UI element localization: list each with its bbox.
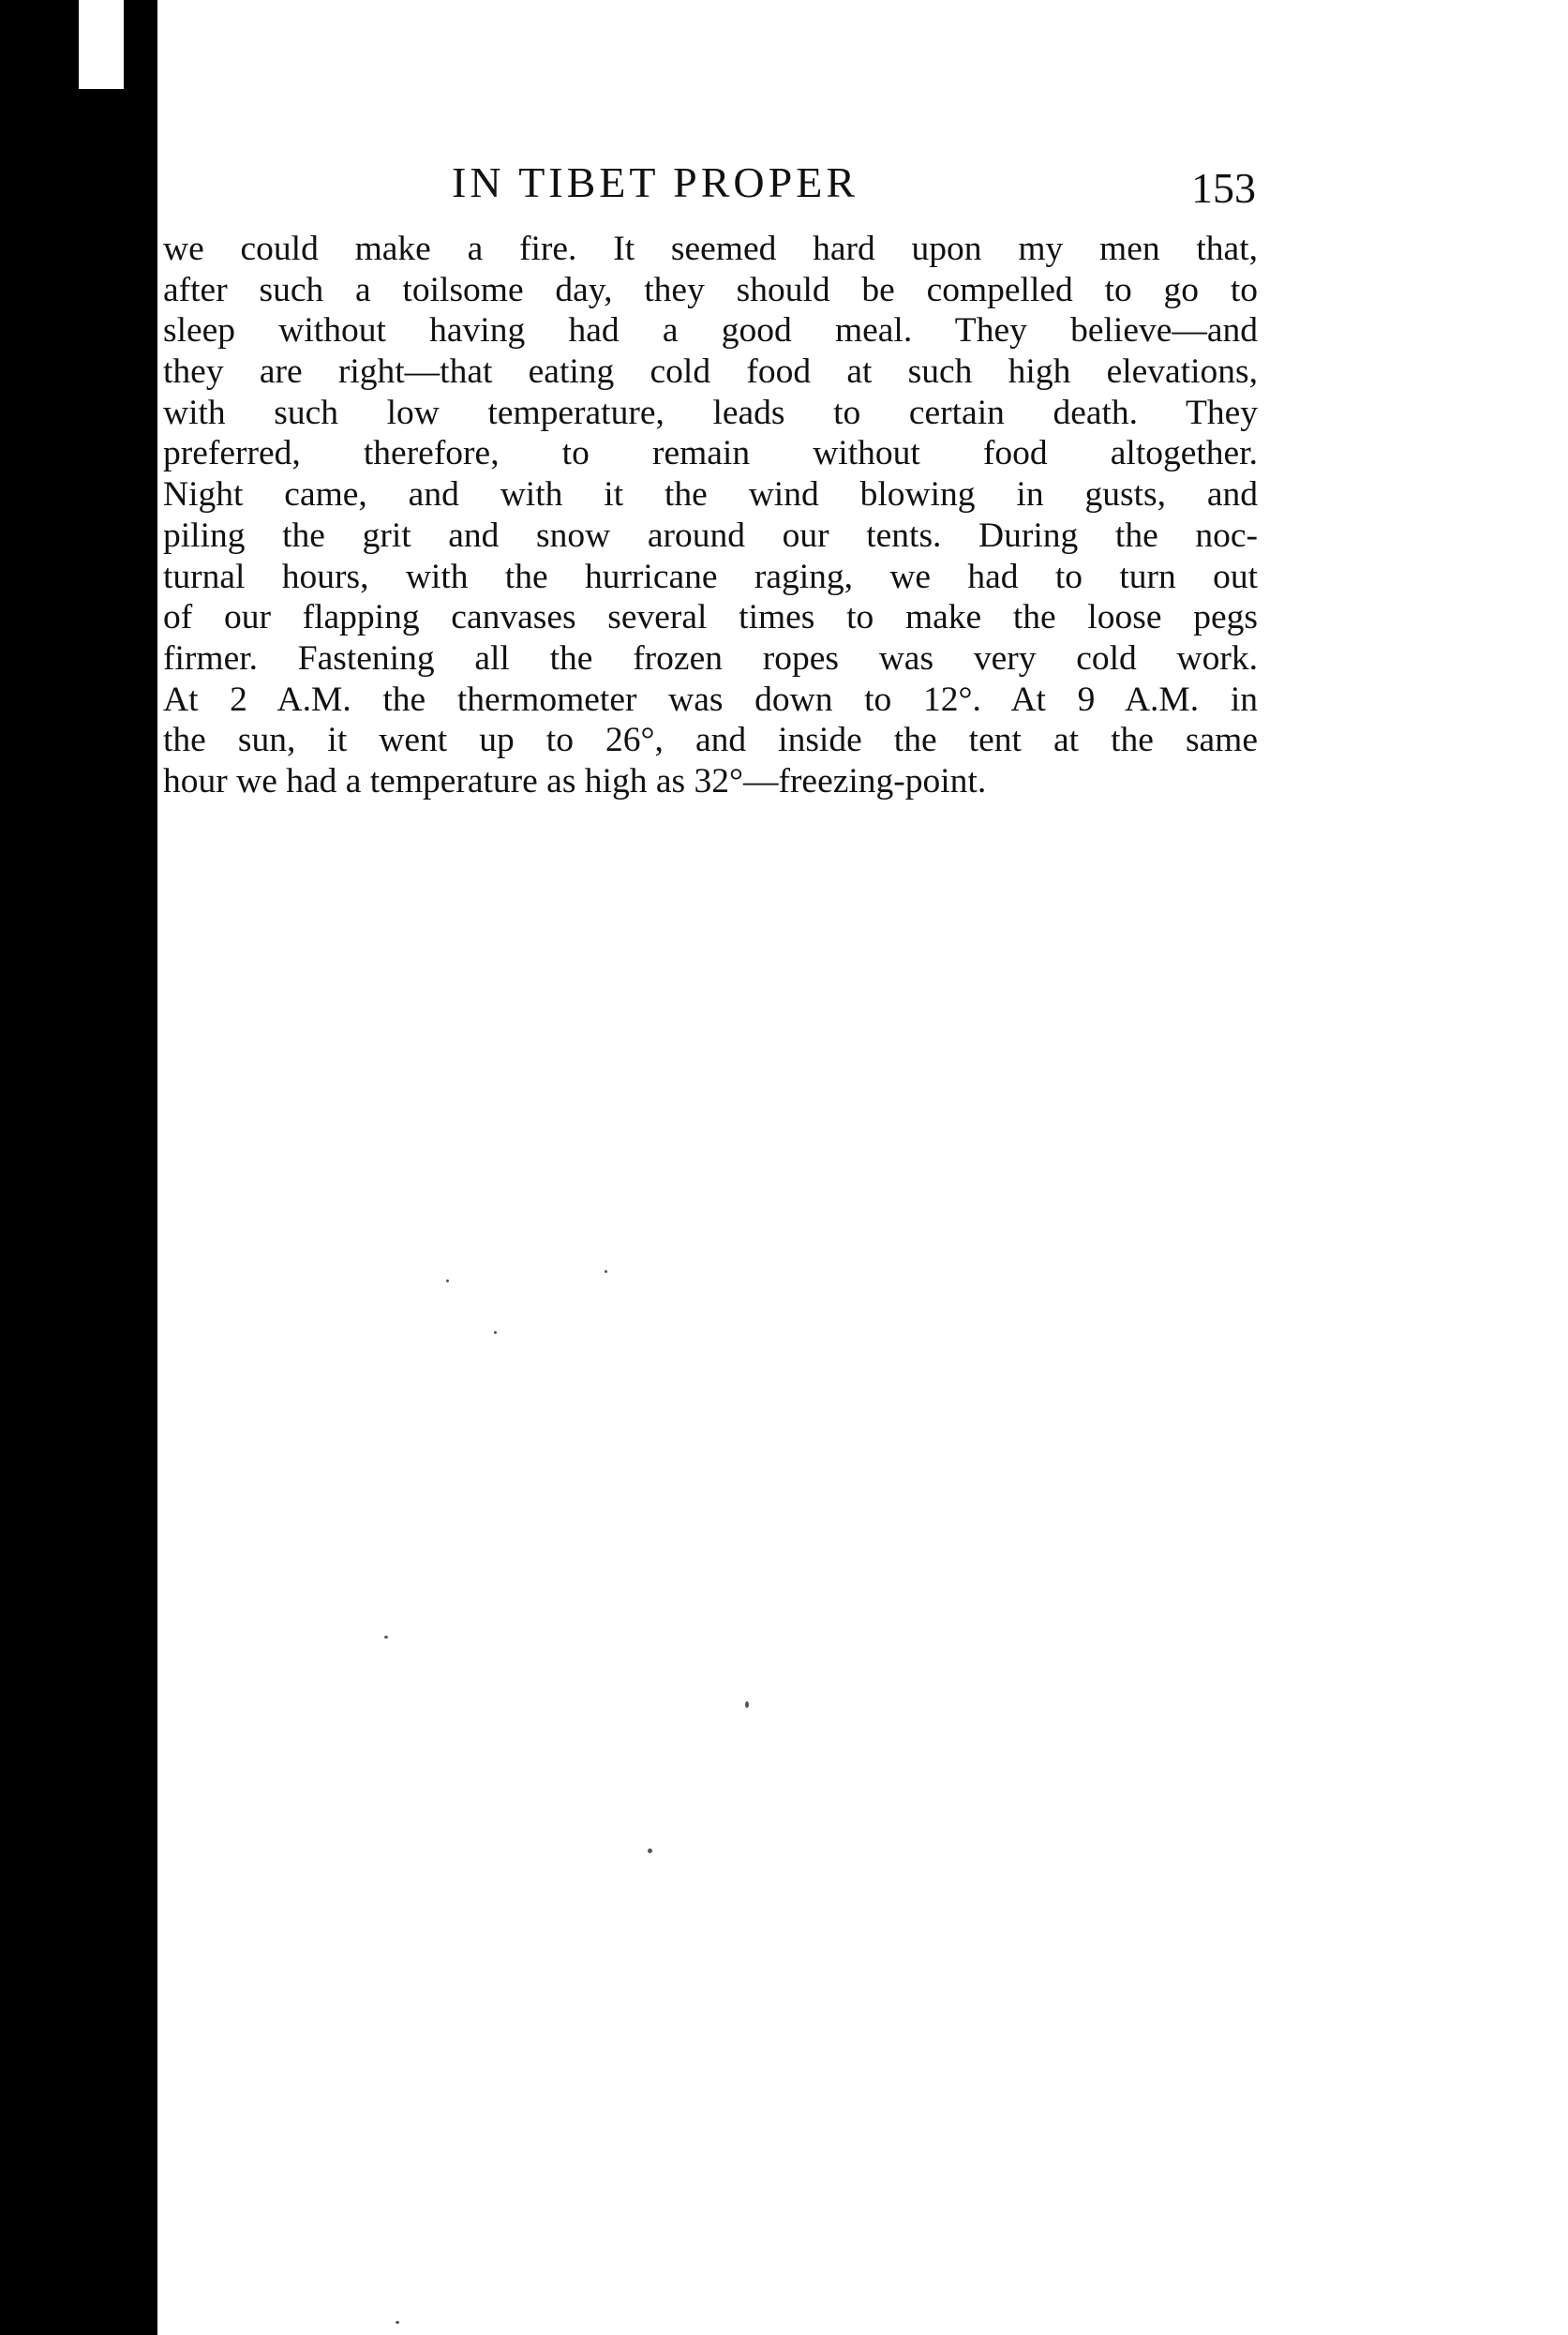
scan-speck <box>605 1270 607 1273</box>
text-line: turnal hours, with the hurricane raging, we had to turn out <box>163 557 1258 596</box>
scan-speck <box>648 1849 652 1853</box>
text-line: firmer. Fastening all the frozen ropes was very cold work. <box>163 638 1258 678</box>
text-line: hour we had a temperature as high as 32°—freezing-point. <box>163 761 987 801</box>
text-line: with such low temperature, leads to certain death. They <box>163 393 1258 432</box>
scan-speck <box>446 1280 449 1282</box>
text-line: At 2 A.M. the thermometer was down to 12°. At 9 A.M. in <box>163 680 1258 719</box>
text-line: after such a toilsome day, they should be compelled to go to <box>163 270 1258 309</box>
scan-binding-notch <box>0 0 66 21</box>
text-line: piling the grit and snow around our tents. During the noc- <box>163 516 1258 555</box>
scan-binding-gap <box>79 0 124 89</box>
page-number: 153 <box>1191 164 1256 212</box>
text-line: sleep without having had a good meal. They believe—and <box>163 311 1258 351</box>
text-line: the sun, it went up to 26°, and inside the tent at the same <box>163 721 1258 760</box>
text-line: they are right—that eating cold food at such high elevations, <box>163 352 1258 392</box>
text-line: of our flapping canvases several times to make the loose pegs <box>163 598 1258 637</box>
scan-speck <box>384 1636 388 1639</box>
body-paragraph <box>163 229 1258 802</box>
scan-speck <box>745 1701 749 1708</box>
text-line: preferred, therefore, to remain without food altogether. <box>163 434 1258 473</box>
running-title: IN TIBET PROPER <box>452 158 859 206</box>
running-head <box>161 157 1256 214</box>
scan-speck <box>396 2321 399 2324</box>
scan-binding-edge <box>0 0 157 2335</box>
text-line: Night came, and with it the wind blowing in gusts, and <box>163 475 1258 515</box>
scan-speck <box>494 1331 497 1334</box>
text-line: we could make a fire. It seemed hard upon my men that, <box>163 230 1258 268</box>
